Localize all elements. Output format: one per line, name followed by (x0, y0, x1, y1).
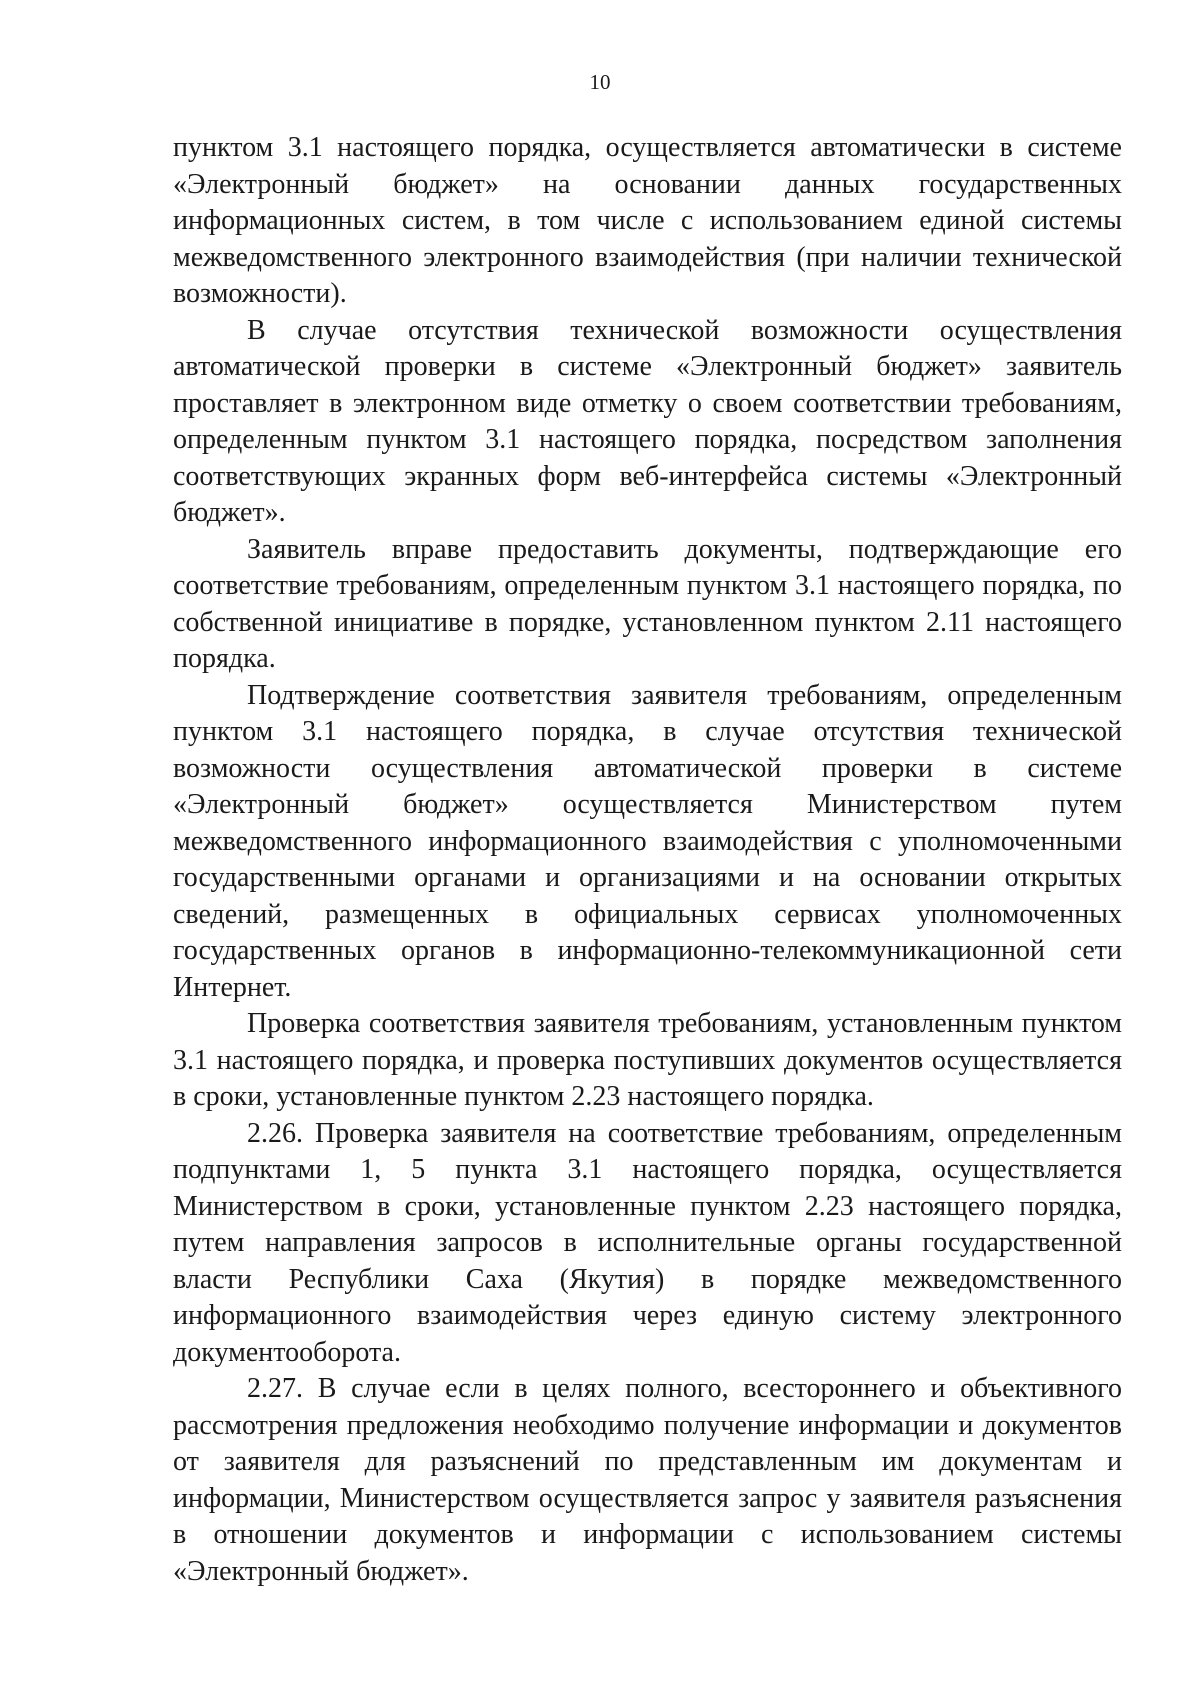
paragraph-continuation: пунктом 3.1 настоящего порядка, осуществляется автоматически в системе «Электронный бюджет» на основании данных государственных информационных систем, в том числе с использованием единой системы межведомственного электронного взаимодействия (при наличии технической возможности). (173, 132, 1122, 309)
page-number: 10 (589, 70, 611, 94)
paragraph-2-26: 2.26. Проверка заявителя на соответствие требованиям, определенным подпунктами 1, 5 пункта 3.1 настоящего порядка, осуществляется Министерством в сроки, установленные пунктом 2.23 настоящего порядка, путем направления запросов в исполнительные органы государственной власти Республики Саха (Якутия) в порядке межведомственного информационного взаимодействия через единую систему электронного документооборота. (173, 1117, 1122, 1368)
paragraph-2-27: 2.27. В случае если в целях полного, всестороннего и объективного рассмотрения предложения необходимо получение информации и документов от заявителя для разъяснений по представленным им документам и информации, Министерством осуществляется запрос у заявителя разъяснения в отношении документов и информации с использованием системы «Электронный бюджет». (173, 1373, 1122, 1587)
paragraph: Заявитель вправе предоставить документы, подтверждающие его соответствие требованиям, определенным пунктом 3.1 настоящего порядка, по собственной инициативе в порядке, установленном пунктом 2.11 настоящего порядка. (173, 533, 1122, 674)
paragraph: В случае отсутствия технической возможности осуществления автоматической проверки в системе «Электронный бюджет» заявитель проставляет в электронном виде отметку о своем соответствии требованиям, определенным пунктом 3.1 настоящего порядка, посредством заполнения соответствующих экранных форм веб-интерфейса системы «Электронный бюджет». (173, 314, 1122, 528)
paragraph: Проверка соответствия заявителя требованиям, установленным пунктом 3.1 настоящего порядка, и проверка поступивших документов осуществляется в сроки, установленные пунктом 2.23 настоящего порядка. (173, 1008, 1122, 1112)
document-body (173, 130, 1122, 1590)
paragraph: Подтверждение соответствия заявителя требованиям, определенным пунктом 3.1 настоящего порядка, в случае отсутствия технической возможности осуществления автоматической проверки в системе «Электронный бюджет» осуществляется Министерством путем межведомственного информационного взаимодействия с уполномоченными государственными органами и организациями и на основании открытых сведений, размещенных в официальных сервисах уполномоченных государственных органов в информационно-телекоммуникационной сети Интернет. (173, 679, 1122, 1003)
